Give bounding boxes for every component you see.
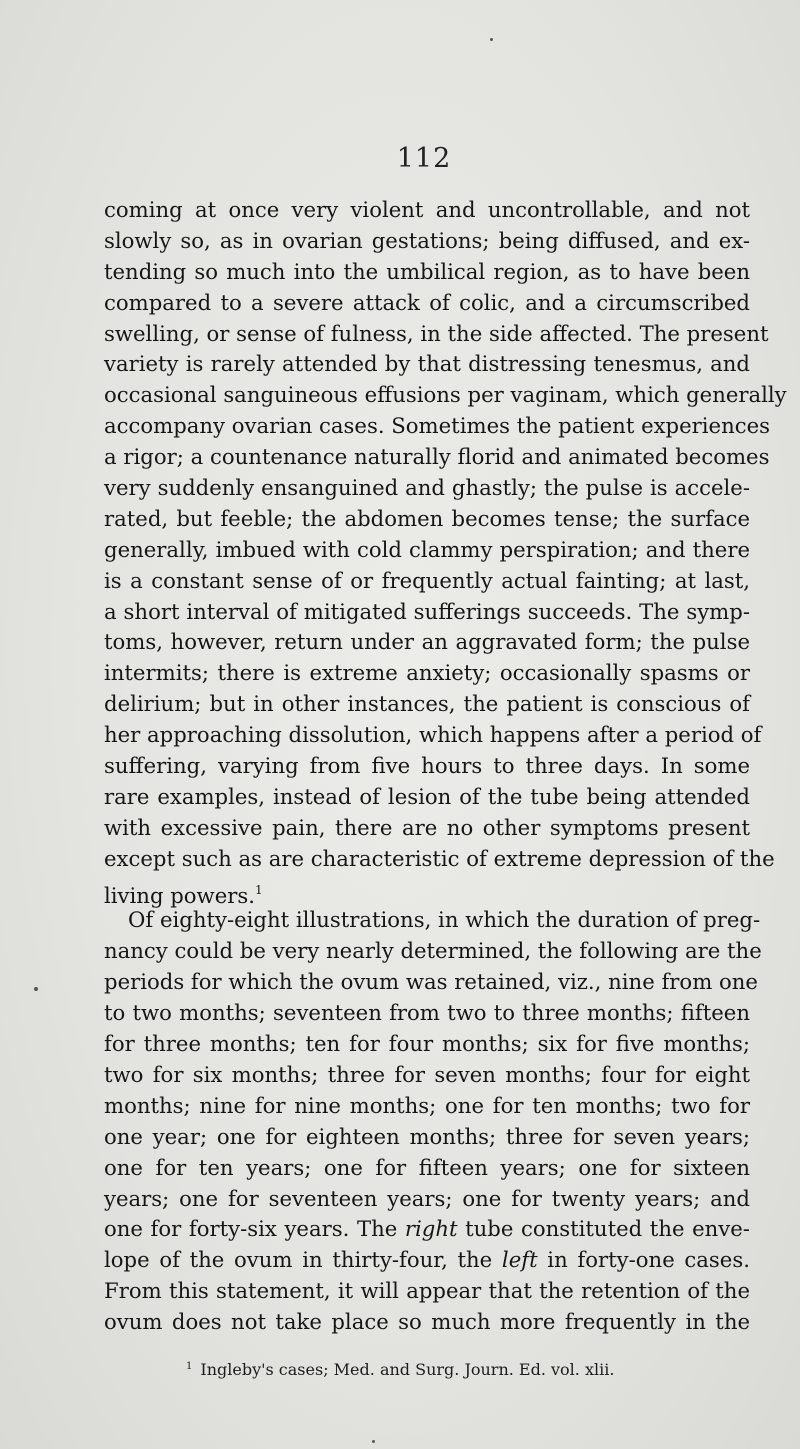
text-line-17: delirium; but in other instances, the patient is conscious of bbox=[104, 691, 750, 717]
text-line-8: accompany ovarian cases. Sometimes the patient experiences bbox=[104, 413, 771, 439]
text-line-4: compared to a severe attack of colic, and a circumscribed bbox=[104, 289, 750, 315]
text-line-25: nancy could be very nearly determined, the following are the bbox=[104, 938, 762, 964]
print-speck bbox=[34, 987, 38, 991]
text-line-15: toms, however, return under an aggravated form; the pulse bbox=[104, 629, 750, 655]
text-line-36: From this statement, it will appear that the retention of the bbox=[104, 1278, 750, 1304]
text-line-34 bbox=[104, 1214, 750, 1245]
text-line-3: tending so much into the umbilical region, as to have been bbox=[104, 258, 750, 284]
text-line-10: very suddenly ensanguined and ghastly; the pulse is accele- bbox=[104, 475, 750, 501]
text-line-23 bbox=[104, 875, 750, 906]
italic-right: right bbox=[404, 1216, 458, 1242]
text-line-31: one year; one for eighteen months; three for seven years; bbox=[104, 1123, 750, 1149]
text-line-1: coming at once very violent and uncontrollable, and not bbox=[104, 197, 750, 222]
text-line-19: suffering, varying from five hours to three days. In some bbox=[104, 753, 750, 779]
footnote-marker: 1 bbox=[186, 1361, 193, 1372]
page-number: 112 bbox=[396, 143, 452, 174]
text-line-22: except such as are characteristic of extreme depression of the bbox=[104, 845, 775, 871]
text-line-12: generally, imbued with cold clammy perspiration; and there bbox=[104, 536, 750, 562]
print-speck bbox=[372, 1440, 375, 1443]
line-34-after: tube constituted the enve- bbox=[465, 1216, 750, 1242]
footnote-reference: 1 bbox=[254, 882, 263, 897]
line-34-before: The bbox=[356, 1216, 398, 1242]
print-speck bbox=[490, 38, 493, 41]
text-line-26: periods for which the ovum was retained, viz., nine from one bbox=[104, 969, 758, 995]
text-line-30: months; nine for nine months; one for ten months; two for bbox=[104, 1092, 750, 1118]
text-line-9: a rigor; a countenance naturally florid and animated becomes bbox=[104, 444, 770, 470]
text-line-27: to two months; seventeen from two to three months; fifteen bbox=[104, 1000, 750, 1026]
text-line-18: her approaching dissolution, which happens after a period of bbox=[104, 722, 762, 748]
text-line-24: Of eighty-eight illustrations, in which the duration of preg- bbox=[128, 907, 761, 933]
body-text bbox=[104, 195, 787, 1338]
text-line-35 bbox=[104, 1245, 750, 1276]
footnote bbox=[186, 1360, 614, 1379]
text-line-11: rated, but feeble; the abdomen becomes tense; the surface bbox=[104, 505, 750, 531]
text-line-2: slowly so, as in ovarian gestations; being diffused, and ex- bbox=[104, 227, 750, 253]
text-line-7: occasional sanguineous effusions per vaginam, which generally bbox=[104, 382, 787, 408]
text-line-32: one for ten years; one for fifteen years; one for sixteen bbox=[104, 1154, 750, 1180]
text-line-16: intermits; there is extreme anxiety; occasionally spasms or bbox=[104, 660, 750, 686]
text-line-29: two for six months; three for seven months; four for eight bbox=[104, 1061, 750, 1087]
line-35-start: lope of the ovum in thirty-four, the bbox=[104, 1247, 493, 1273]
line-35-after: in forty-one cases. bbox=[547, 1247, 750, 1273]
footnote-text: Ingleby's cases; Med. and Surg. Journ. Ed. vol. xlii. bbox=[200, 1360, 615, 1379]
text-line-28: for three months; ten for four months; six for five months; bbox=[104, 1031, 750, 1057]
text-line-20: rare examples, instead of lesion of the tube being attended bbox=[104, 783, 750, 809]
paragraph-end-text: living powers. bbox=[104, 882, 255, 908]
italic-left: left bbox=[501, 1247, 538, 1273]
text-line-13: is a constant sense of or frequently actual fainting; at last, bbox=[104, 567, 750, 593]
text-line-37: ovum does not take place so much more frequently in the bbox=[104, 1309, 750, 1335]
text-line-14: a short interval of mitigated sufferings succeeds. The symp- bbox=[104, 598, 750, 624]
text-line-21: with excessive pain, there are no other symptoms present bbox=[104, 814, 750, 840]
text-line-33: years; one for seventeen years; one for twenty years; and bbox=[104, 1185, 750, 1211]
text-line-6: variety is rarely attended by that distressing tenesmus, and bbox=[104, 351, 750, 377]
line-34-start: one for forty-six years. bbox=[104, 1216, 350, 1242]
text-line-5: swelling, or sense of fulness, in the side affected. The present bbox=[104, 320, 769, 346]
